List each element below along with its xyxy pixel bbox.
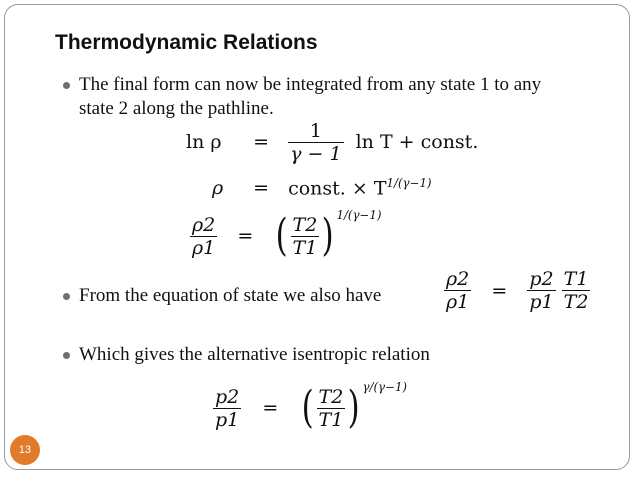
eq5-exponent: γ/(γ−1) xyxy=(362,380,408,394)
eq4-equals: = xyxy=(491,279,508,302)
eq3-in-num: T2 xyxy=(292,213,318,236)
equation-4 xyxy=(444,268,590,313)
eq1-equals: = xyxy=(253,130,269,153)
eq5-in-den: T1 xyxy=(318,408,344,431)
eq5-num: p2 xyxy=(215,385,240,408)
eq3-in-den: T1 xyxy=(292,236,318,259)
eq4-b-num: T1 xyxy=(563,268,589,290)
bullet-dot xyxy=(63,352,70,359)
eq3-equals: = xyxy=(237,225,254,247)
eq2-equals: = xyxy=(253,177,269,200)
eq5-equals: = xyxy=(262,397,279,419)
bullet-dot xyxy=(63,293,70,300)
eq3-rhs-fraction xyxy=(291,214,320,259)
eq4-fraction-b xyxy=(562,268,591,313)
bullet-text: The final form can now be integrated from any state 1 to any state 2 along the pathline. xyxy=(79,74,542,119)
equation-2 xyxy=(212,176,432,199)
eq4-fraction-a xyxy=(527,268,555,313)
bullet-dot xyxy=(63,82,70,89)
eq4-a-num: p2 xyxy=(529,268,554,290)
eq1-num: 1 xyxy=(309,120,322,142)
eq3-exponent: 1/(γ−1) xyxy=(336,208,382,222)
bullet-1 xyxy=(79,73,579,121)
eq1-fraction xyxy=(288,120,343,165)
bullet-text: Which gives the alternative isentropic relation xyxy=(79,344,430,365)
eq4-a-den: p1 xyxy=(529,291,554,313)
slide-title: Thermodynamic Relations xyxy=(55,31,318,54)
eq3-num: ρ2 xyxy=(192,213,216,236)
equation-1 xyxy=(186,120,478,165)
eq4-b-den: T2 xyxy=(563,291,589,313)
bullet-text: From the equation of state we also have xyxy=(79,285,382,306)
eq1-den: γ − 1 xyxy=(290,143,342,165)
eq4-den: ρ1 xyxy=(446,291,470,313)
eq1-lhs: ln ρ xyxy=(186,130,222,153)
eq5-rhs-fraction xyxy=(317,386,346,431)
eq3-lhs-fraction xyxy=(190,214,217,259)
bullet-2 xyxy=(79,284,439,308)
eq5-den: p1 xyxy=(215,408,240,431)
page-number-badge: 13 xyxy=(10,435,40,465)
eq2-lhs: ρ xyxy=(212,177,224,200)
equation-3: $\frac{\rho 2}{\rho 1}$ = ( $\frac{T2}{T1}$ ) $^{1/(\gamma-1)}$ xyxy=(192,208,382,261)
eq3-den: ρ1 xyxy=(192,236,216,259)
eq4-lhs-fraction xyxy=(444,268,471,313)
eq2-exponent: 1/(γ−1) xyxy=(386,176,432,190)
eq4-num: ρ2 xyxy=(446,268,470,290)
eq5-lhs-fraction xyxy=(213,386,241,431)
eq1-rhs: ln T + const. xyxy=(355,130,479,153)
eq2-rhs: const. × T xyxy=(288,177,387,200)
bullet-3 xyxy=(79,343,519,367)
eq5-in-num: T2 xyxy=(318,385,344,408)
equation-5: $\frac{p2}{p1}$ = ( $\frac{T2}{T1}$ ) $^{\gamma/(\gamma-1)}$ xyxy=(215,380,408,433)
